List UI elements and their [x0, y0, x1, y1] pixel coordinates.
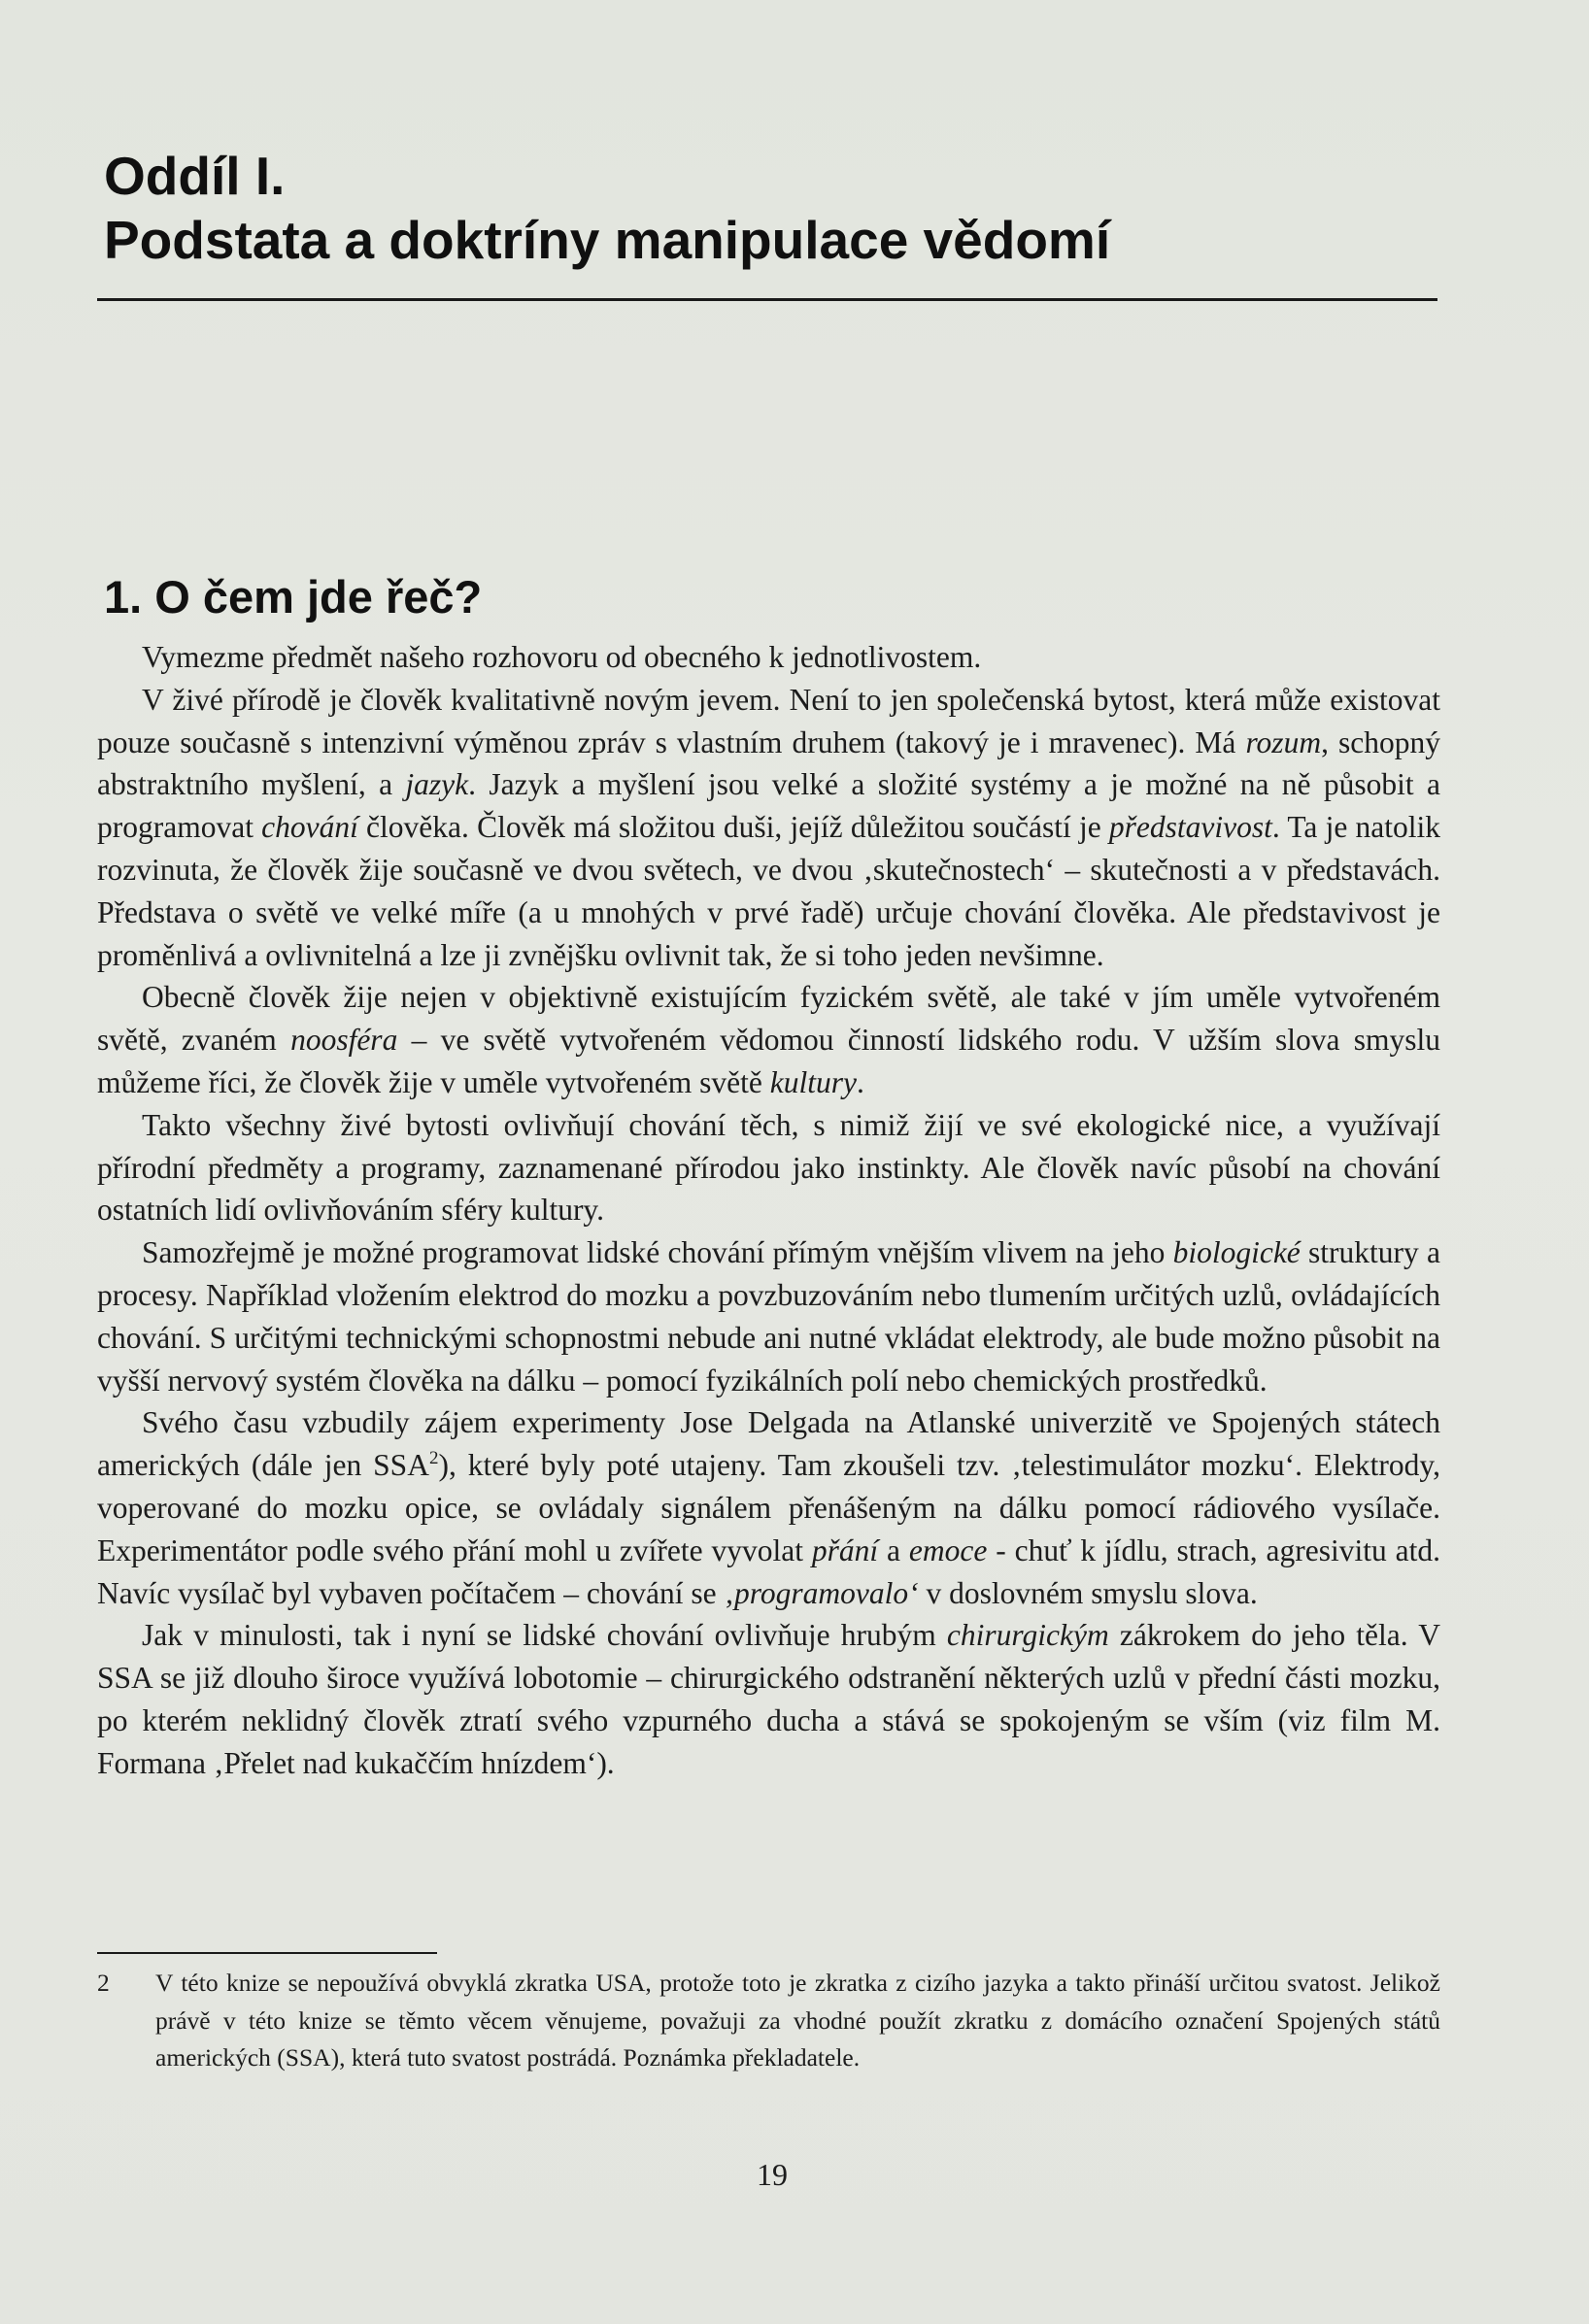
text-run: ), které byly poté utajeny. Tam zkoušeli tzv. ‚telestimulátor mozku‘. Elektrody, voperované do mozku opice, se ovládaly signálem přenášeným na dálku pomocí rádiového vysílače. Experimentátor podle svého přání mohl u zvířete vyvolat — [97, 1448, 1440, 1567]
text-run: V živé přírodě je člověk kvalitativně novým jevem. Není to jen společenská bytost, která může existovat pouze současně s intenzivní výměnou zpráv s vlastním druhem (takový je i mravenec). Má — [97, 682, 1440, 759]
emphasis-text: ‚programovalo‘ — [724, 1575, 919, 1610]
page-number: 19 — [757, 2157, 788, 2192]
footnote-number: 2 — [97, 1969, 110, 1997]
emphasis-text: emoce — [908, 1532, 988, 1567]
emphasis-text: biologické — [1172, 1235, 1301, 1270]
text-run: - chuť k jídlu, strach, agresivitu atd. Navíc vysílač byl vybaven počítačem – chování se — [97, 1532, 1440, 1610]
emphasis-text: rozum — [1245, 724, 1322, 759]
text-run: v doslovném smyslu slova. — [918, 1575, 1258, 1610]
text-run: zákrokem do jeho těla. V SSA se již dlouho široce využívá lobotomie – chirurgického odstranění některých uzlů v přední části mozku, po kterém neklidný člověk ztratí svého vzpurného ducha a stává se spokojeným se vším (viz film M. Formana ‚Přelet nad kukaččím hnízdem‘). — [97, 1618, 1440, 1780]
part-label: Oddíl I. — [104, 146, 286, 206]
text-run: a — [878, 1532, 909, 1567]
part-title: Podstata a doktríny manipulace vědomí — [104, 210, 1111, 270]
emphasis-text: chirurgickým — [946, 1618, 1109, 1653]
text-run: Takto všechny živé bytosti ovlivňují chování těch, s nimiž žijí ve své ekologické nice, a využívají přírodní předměty a programy, zaznamenané přírodou jako instinkty. Ale člověk navíc působí na chování ostatních lidí ovlivňováním sféry kultury. — [97, 1107, 1440, 1228]
footnote-divider — [97, 1952, 437, 1954]
section-title: 1. O čem jde řeč? — [104, 571, 483, 623]
emphasis-text: přání — [811, 1532, 879, 1567]
text-run: člověka. Člověk má složitou duši, jejíž důležitou součástí je — [357, 810, 1109, 845]
emphasis-text: jazyk — [405, 767, 469, 802]
text-run: . — [856, 1064, 864, 1099]
footnote — [97, 1965, 1440, 2077]
emphasis-text: chování — [261, 810, 358, 845]
text-run: . Ta je natolik rozvinuta, že člověk žije současně ve dvou světech, ve dvou ‚skutečnostech‘ – skutečnosti a v představách. Představa o světě ve velké míře (a u mnohých v prvé řadě) určuje chování člověka. Ale představivost je proměnlivá a ovlivnitelná a lze ji zvnějšku ovlivnit tak, že si toho jeden nevšimne. — [97, 810, 1440, 972]
body-text — [97, 636, 1440, 1785]
text-run: Svého času vzbudily zájem experimenty Jose Delgada na Atlanské univerzitě ve Spojených státech amerických (dále jen SSA — [97, 1405, 1440, 1483]
footnote-reference: 2 — [428, 1448, 439, 1469]
paragraph — [97, 1231, 1440, 1401]
paragraph — [97, 1104, 1440, 1231]
paragraph — [97, 679, 1440, 977]
text-run: Jak v minulosti, tak i nyní se lidské chování ovlivňuje hrubým — [142, 1618, 947, 1653]
paragraph — [97, 1614, 1440, 1784]
paragraph — [97, 976, 1440, 1103]
text-run: . Jazyk a myšlení jsou velké a složité systémy a je možné na ně působit a programovat — [97, 767, 1441, 845]
part-heading — [104, 144, 1439, 272]
text-run: Samozřejmě je možné programovat lidské chování přímým vnějším vlivem na jeho — [142, 1235, 1173, 1270]
paragraph — [97, 636, 1440, 679]
emphasis-text: kultury — [769, 1064, 857, 1099]
text-run: Vymezme předmět našeho rozhovoru od obecného k jednotlivostem. — [142, 640, 982, 674]
heading-divider — [97, 298, 1437, 301]
text-run: struktury a procesy. Například vložením elektrod do mozku a povzbuzováním nebo tlumením určitých uzlů, ovládajících chování. S určitými technickými schopnostmi nebude ani nutné vkládat elektrody, ale bude možno působit na vyšší nervový systém člověka na dálku – pomocí fyzikálních polí nebo chemických prostředků. — [97, 1235, 1440, 1398]
paragraph — [97, 1401, 1440, 1614]
text-run: Obecně člověk žije nejen v objektivně existujícím fyzickém světě, ale také v jím uměle vytvořeném světě, zvaném — [97, 980, 1440, 1058]
emphasis-text: představivost — [1108, 810, 1272, 845]
text-run: – ve světě vytvořeném vědomou činností lidského rodu. V užším slova smyslu můžeme říci, že člověk žije v uměle vytvořeném světě — [97, 1023, 1440, 1099]
footnote-text: V této knize se nepoužívá obvyklá zkratka USA, protože toto je zkratka z cizího jazyka a takto přináší určitou svatost. Jelikož právě v této knize se těmto věcem věnujeme, považuji za vhodné použít zkratku z domácího označení Spojených států amerických (SSA), která tuto svatost postrádá. Poznámka překladatele. — [155, 1969, 1440, 2071]
emphasis-text: noosféra — [290, 1023, 398, 1058]
text-run: , schopný abstraktního myšlení, a — [97, 724, 1440, 802]
